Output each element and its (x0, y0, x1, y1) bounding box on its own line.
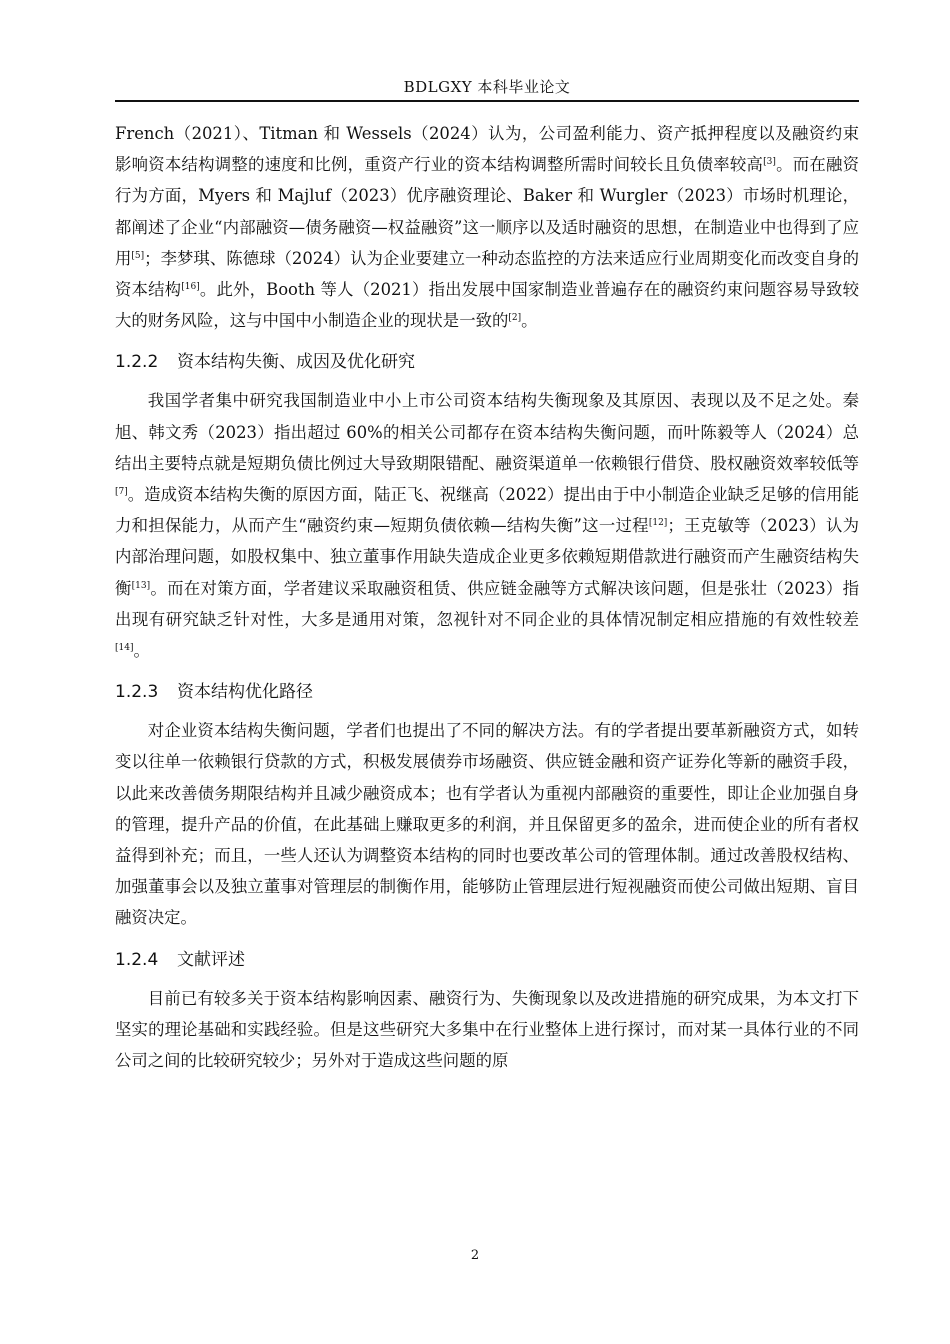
section-heading-1-2-4 (115, 945, 859, 976)
text-run: French（2021）、Titman 和 Wessels（2024）认为，公司盈利能力、资产抵押程度以及融资约束影响资本结构调整的速度和比例，重资产行业的资本结构调整所需时间较长且负债率较高 (115, 124, 859, 175)
section-title: 文献评述 (177, 949, 245, 970)
section-heading-1-2-2 (115, 347, 859, 378)
body-text (115, 118, 859, 1076)
section-number: 1.2.3 (115, 682, 159, 703)
citation: [16] (181, 282, 200, 293)
text-run: 。造成资本结构失衡的原因方面，陆正飞、祝继高（2022）提出由于中小制造企业缺乏足够的信用能力和担保能力，从而产生“融资约束—短期负债依赖—结构失衡”这一过程 (115, 485, 859, 536)
section-number: 1.2.2 (115, 352, 159, 373)
running-header: BDLGXY 本科毕业论文 (403, 78, 571, 96)
text-run: 。 (521, 311, 538, 331)
text-run: 我国学者集中研究我国制造业中小上市公司资本结构失衡现象及其原因、表现以及不足之处。秦旭、韩文秀（2023）指出超过 60%的相关公司都存在资本结构失衡问题，而叶陈毅等人（2024）总结出主要特点就是短期负债比例过大导致期限错配、融资渠道单一依赖银行借贷、股权融资效率较低等 (115, 391, 859, 473)
paragraph-review: 目前已有较多关于资本结构影响因素、融资行为、失衡现象以及改进措施的研究成果，为本文打下坚实的理论基础和实践经验。但是这些研究大多集中在行业整体上进行探讨，而对某一具体行业的不同公司之间的比较研究较少；另外对于造成这些问题的原 (115, 988, 859, 1071)
text-run: 。 (133, 641, 150, 661)
citation: [5] (131, 250, 145, 261)
paragraph-intro (115, 118, 859, 336)
text-run: ；李梦琪、陈德球（2024）认为企业要建立一种动态监控的方法来适应行业周期变化而改变自身的资本结构 (115, 248, 859, 300)
text-run: 。而在融资行为方面，Myers 和 Majluf（2023）优序融资理论、Baker 和 Wurgler（2023）市场时机理论，都阐述了企业“内部融资—债务融资—权益融资”这一顺序以及适时融资的思想，在制造业中也得到了应用 (115, 155, 860, 268)
text-run: 。而在对策方面，学者建议采取融资租赁、供应链金融等方式解决该问题，但是张壮（2023）指出现有研究缺乏针对性，大多是通用对策，忽视针对不同企业的具体情况制定相应措施的有效性较差 (115, 578, 859, 629)
citation: [2] (508, 313, 522, 324)
section-heading-1-2-3 (115, 677, 859, 708)
header-rule (115, 100, 859, 102)
citation: [14] (115, 643, 134, 654)
citation: [12] (648, 518, 668, 529)
paragraph-imbalance (115, 385, 859, 666)
section-title: 资本结构失衡、成因及优化研究 (177, 352, 415, 373)
text-run: ；王克敏等（2023）认为内部治理问题，如股权集中、独立董事作用缺失造成企业更多依赖短期借款进行融资而产生融资结构失衡 (115, 516, 860, 598)
text-run: 。此外，Booth 等人（2021）指出发展中国家制造业普遍存在的融资约束问题容易导致较大的财务风险，这与中国中小制造企业的现状是一致的 (115, 280, 859, 331)
paragraph-optimization: 对企业资本结构失衡问题，学者们也提出了不同的解决方法。有的学者提出要革新融资方式，如转变以往单一依赖银行贷款的方式，积极发展债券市场融资、供应链金融和资产证券化等新的融资手段，以此来改善债务期限结构并且减少融资成本；也有学者认为重视内部融资的重要性，即让企业加强自身的管理，提升产品的价值，在此基础上赚取更多的利润，并且保留更多的盈余，进而使企业的所有者权益得到补充；而且，一些人还认为调整资本结构的同时也要改革公司的管理体制。通过改善股权结构、加强董事会以及独立董事对管理层的制衡作用，能够防止管理层进行短视融资而使公司做出短期、盲目融资决定。 (115, 721, 859, 928)
section-title: 资本结构优化路径 (177, 682, 313, 703)
citation: [3] (763, 157, 776, 168)
section-number: 1.2.4 (115, 949, 159, 970)
citation: [7] (115, 487, 128, 498)
page-number: 2 (470, 1248, 480, 1263)
citation: [13] (131, 580, 151, 591)
